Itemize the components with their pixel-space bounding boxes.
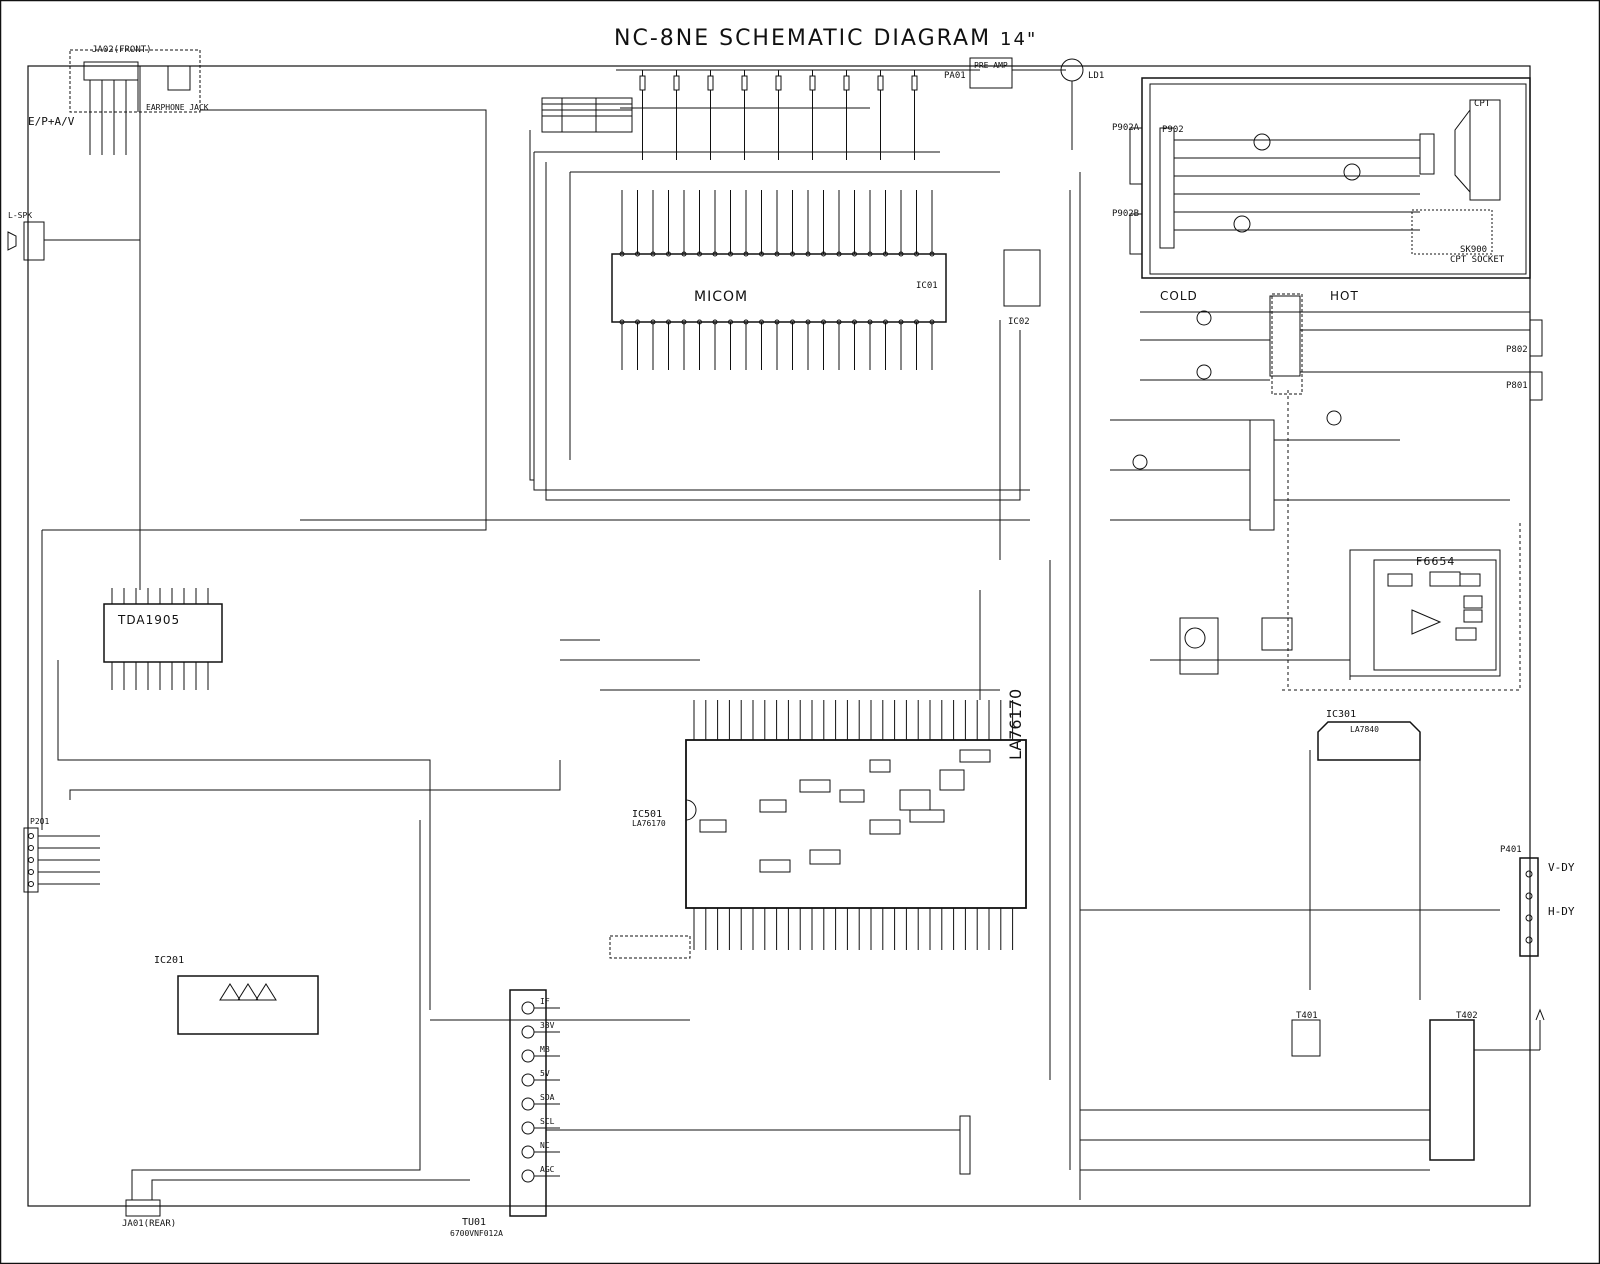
tuner-pin-label: 33V <box>540 1021 555 1030</box>
p401-connector <box>1520 858 1538 956</box>
vdy-label: V-DY <box>1548 861 1575 874</box>
ic02-label: IC02 <box>1008 317 1030 327</box>
speaker-connector <box>24 222 44 260</box>
p801-label: P801 <box>1506 381 1528 391</box>
t401-transformer <box>1292 1020 1320 1056</box>
hdy-label: H-DY <box>1548 905 1575 918</box>
cpt-pins <box>1420 134 1434 174</box>
p902b-connector <box>1130 214 1142 254</box>
sk900-sub: CPT SOCKET <box>1450 255 1505 265</box>
p201-label: P201 <box>30 817 50 826</box>
ja02-label: JA02(FRONT) <box>92 45 152 55</box>
tuner-pin-label: 5V <box>540 1069 550 1078</box>
f6654-label: F6654 <box>1416 555 1456 568</box>
p801-connector <box>1530 372 1542 400</box>
tuner-pin-label: IF <box>540 997 550 1006</box>
cpt-label: CPT <box>1474 99 1491 109</box>
ep-av-label: E/P+A/V <box>28 115 75 128</box>
p802-label: P802 <box>1506 345 1528 355</box>
tuner-pin-label: AGC <box>540 1165 555 1174</box>
tuner-pin-label: MB <box>540 1045 550 1054</box>
ld1-label: LD1 <box>1088 71 1105 81</box>
sk900-label: SK900 <box>1460 245 1488 255</box>
tu01-part: 6700VNF012A <box>450 1229 503 1238</box>
ic201-label: IC201 <box>154 955 185 966</box>
ic501-part: LA76170 <box>632 819 666 828</box>
t401-label: T401 <box>1296 1011 1318 1021</box>
diagram-title: NC-8NE SCHEMATIC DIAGRAM 14" <box>614 26 1038 51</box>
preamp-label: PRE-AMP <box>974 61 1008 70</box>
f6654-boundary <box>1350 550 1500 676</box>
micom-label: MICOM <box>694 289 749 305</box>
tuner-pin-label: SDA <box>540 1093 555 1102</box>
la76170-label: LA76170 <box>1006 688 1025 760</box>
tuner-pin-label: SCL <box>540 1117 555 1126</box>
p902-label: P902 <box>1162 125 1184 135</box>
p902a-connector <box>1130 128 1142 184</box>
front-jack-pins <box>84 62 138 155</box>
power-transformer <box>1270 296 1300 376</box>
ic501-la76170 <box>686 740 1026 908</box>
connector-z501 <box>960 1116 970 1174</box>
cpt-tube <box>1470 100 1500 200</box>
speaker-symbol <box>8 232 16 250</box>
page-frame <box>1 1 1600 1264</box>
micom-pins <box>620 190 934 370</box>
title-size: 14" <box>1000 29 1038 50</box>
earphone-label: EARPHONE JACK <box>146 103 209 112</box>
ic01-label: IC01 <box>916 281 938 291</box>
option-table <box>542 98 632 132</box>
hot-label: HOT <box>1330 289 1359 303</box>
speaker-label: L-SPK <box>8 211 33 220</box>
av-switch <box>168 66 190 90</box>
p902a-label: P902A <box>1112 123 1140 133</box>
circuit-boundary <box>28 66 1530 1206</box>
optocoupler <box>1262 618 1292 650</box>
tda1905-label: TDA1905 <box>118 613 181 627</box>
p802-connector <box>1530 320 1542 356</box>
p902-connector <box>1160 128 1174 248</box>
tuner-pin-label: NC <box>540 1141 550 1150</box>
f6654-ic <box>1374 560 1496 670</box>
t402-label: T402 <box>1456 1011 1478 1021</box>
t402-flyback <box>1430 1020 1474 1160</box>
option-box <box>610 936 690 958</box>
p201-connector <box>24 828 38 892</box>
regulator-box <box>1180 618 1218 674</box>
isolation-boundary <box>1272 294 1302 394</box>
rear-jack <box>126 1200 160 1216</box>
switching-transformer <box>1250 420 1274 530</box>
p401-label: P401 <box>1500 845 1522 855</box>
ja01-label: JA01(REAR) <box>122 1219 177 1229</box>
ic02 <box>1004 250 1040 306</box>
ic301-part: LA7840 <box>1350 725 1379 734</box>
micom-ic01 <box>612 254 946 322</box>
tu01-label: TU01 <box>462 1217 487 1228</box>
p902b-label: P902B <box>1112 209 1140 219</box>
ic501-label: IC501 <box>632 809 663 820</box>
ic301-label: IC301 <box>1326 709 1357 720</box>
pa01-label: PA01 <box>944 71 966 81</box>
cold-label: COLD <box>1160 289 1198 303</box>
